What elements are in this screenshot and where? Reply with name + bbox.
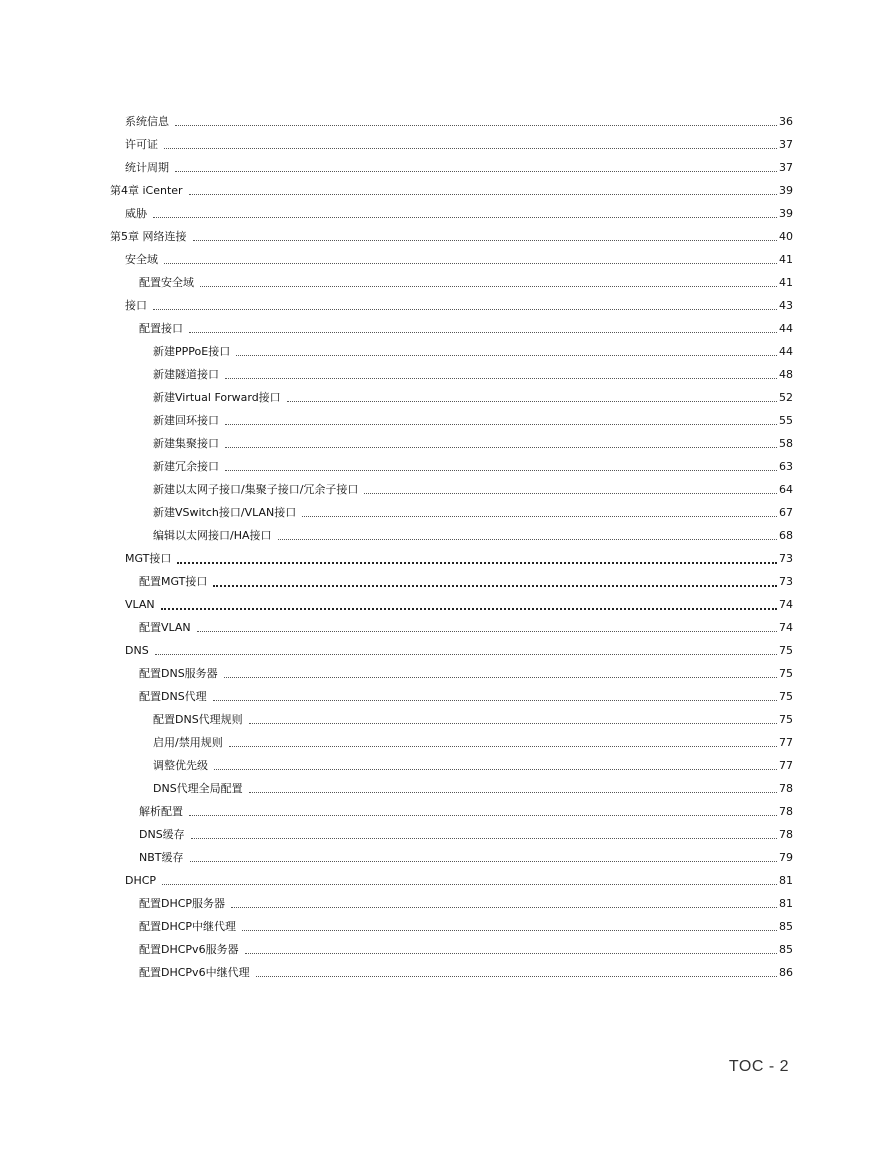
toc-entry[interactable]: [0, 363, 893, 386]
page-number-footer: TOC - 2: [728, 1058, 789, 1075]
toc-entry[interactable]: [0, 846, 893, 869]
toc-entry-title: DNS缓存: [139, 828, 185, 841]
toc-entry[interactable]: [0, 202, 893, 225]
toc-dot-leader: [287, 401, 777, 402]
toc-entry-title: NBT缓存: [139, 851, 184, 864]
toc-entry-page-number: 64: [779, 483, 793, 496]
toc-entry[interactable]: [0, 662, 893, 685]
toc-entry-page-number: 41: [779, 253, 793, 266]
toc-entry[interactable]: [0, 593, 893, 616]
toc-entry[interactable]: [0, 961, 893, 984]
toc-entry[interactable]: [0, 110, 893, 133]
toc-entry[interactable]: [0, 501, 893, 524]
toc-entry[interactable]: [0, 915, 893, 938]
toc-entry[interactable]: [0, 294, 893, 317]
toc-entry-page-number: 81: [779, 897, 793, 910]
toc-entry-title: 配置DNS服务器: [139, 667, 218, 680]
toc-dot-leader: [225, 378, 777, 379]
toc-entry[interactable]: [0, 708, 893, 731]
toc-entry[interactable]: [0, 547, 893, 570]
toc-entry[interactable]: [0, 133, 893, 156]
toc-entry[interactable]: [0, 317, 893, 340]
toc-entry[interactable]: [0, 685, 893, 708]
toc-entry-page-number: 37: [779, 161, 793, 174]
toc-dot-leader: [236, 355, 777, 356]
toc-dot-leader: [231, 907, 777, 908]
toc-dot-leader: [162, 884, 777, 885]
toc-dot-leader: [242, 930, 777, 931]
toc-entry-title: 安全域: [125, 253, 158, 266]
toc-entry-title: DNS: [125, 644, 149, 657]
toc-entry[interactable]: [0, 777, 893, 800]
toc-entry-page-number: 75: [779, 667, 793, 680]
toc-entry-page-number: 78: [779, 828, 793, 841]
toc-entry-page-number: 79: [779, 851, 793, 864]
toc-entry-title: 配置DHCP服务器: [139, 897, 226, 910]
toc-entry[interactable]: [0, 892, 893, 915]
toc-entry[interactable]: [0, 478, 893, 501]
toc-dot-leader: [249, 792, 777, 793]
toc-entry-page-number: 44: [779, 345, 793, 358]
toc-entry-page-number: 68: [779, 529, 793, 542]
toc-entry[interactable]: [0, 409, 893, 432]
toc-entry-title: 新建回环接口: [153, 414, 219, 427]
toc-dot-leader: [200, 286, 777, 287]
toc-entry-title: 配置接口: [139, 322, 183, 335]
toc-entry[interactable]: [0, 248, 893, 271]
toc-entry-title: 配置VLAN: [139, 621, 191, 634]
toc-entry[interactable]: [0, 179, 893, 202]
toc-entry-page-number: 55: [779, 414, 793, 427]
toc-entry-title: 配置DNS代理: [139, 690, 207, 703]
toc-entry[interactable]: [0, 731, 893, 754]
toc-entry[interactable]: [0, 869, 893, 892]
toc-entry[interactable]: [0, 432, 893, 455]
toc-entry-page-number: 39: [779, 207, 793, 220]
toc-entry-title: 第4章 iCenter: [110, 184, 183, 197]
toc-entry[interactable]: [0, 156, 893, 179]
toc-entry-title: 编辑以太网接口/HA接口: [153, 529, 272, 542]
toc-entry-title: 威胁: [125, 207, 147, 220]
toc-entry-page-number: 85: [779, 920, 793, 933]
toc-entry-title: 统计周期: [125, 161, 169, 174]
toc-entry-page-number: 85: [779, 943, 793, 956]
toc-entry-title: 配置DHCPv6中继代理: [139, 966, 250, 979]
toc-entry-page-number: 39: [779, 184, 793, 197]
toc-entry-title: 许可证: [125, 138, 158, 151]
toc-dot-leader: [213, 585, 777, 587]
toc-entry-title: 新建PPPoE接口: [153, 345, 231, 358]
toc-dot-leader: [155, 654, 777, 655]
toc-entry-title: 启用/禁用规则: [153, 736, 223, 749]
toc-dot-leader: [225, 424, 777, 425]
toc-entry-title: 系统信息: [125, 115, 169, 128]
toc-entry-title: 新建集聚接口: [153, 437, 219, 450]
toc-dot-leader: [249, 723, 777, 724]
toc-dot-leader: [278, 539, 777, 540]
toc-dot-leader: [225, 470, 777, 471]
toc-entry-title: 新建冗余接口: [153, 460, 219, 473]
toc-dot-leader: [153, 309, 777, 310]
toc-entry-title: 第5章 网络连接: [110, 230, 187, 243]
toc-dot-leader: [190, 861, 778, 862]
toc-dot-leader: [189, 815, 777, 816]
toc-entry-page-number: 73: [779, 552, 793, 565]
toc-entry[interactable]: [0, 340, 893, 363]
toc-dot-leader: [177, 562, 777, 564]
toc-entry-page-number: 48: [779, 368, 793, 381]
toc-entry-page-number: 37: [779, 138, 793, 151]
toc-entry-page-number: 77: [779, 759, 793, 772]
toc-entry-title: 配置DHCP中继代理: [139, 920, 237, 933]
toc-dot-leader: [193, 240, 778, 241]
toc-entry-title: 接口: [125, 299, 147, 312]
toc-entry[interactable]: [0, 524, 893, 547]
toc-dot-leader: [189, 194, 777, 195]
toc-entry-page-number: 73: [779, 575, 793, 588]
toc-dot-leader: [161, 608, 777, 610]
toc-entry-title: VLAN: [125, 598, 155, 611]
toc-dot-leader: [175, 125, 777, 126]
toc-entry-page-number: 78: [779, 805, 793, 818]
toc-entry-title: 配置安全域: [139, 276, 194, 289]
toc-entry-page-number: 75: [779, 690, 793, 703]
toc-entry-page-number: 63: [779, 460, 793, 473]
toc-entry[interactable]: [0, 823, 893, 846]
toc-entry-title: 配置DHCPv6服务器: [139, 943, 239, 956]
toc-dot-leader: [225, 447, 777, 448]
toc-dot-leader: [153, 217, 777, 218]
toc-entry-page-number: 40: [779, 230, 793, 243]
toc-entry[interactable]: [0, 455, 893, 478]
toc-dot-leader: [164, 263, 777, 264]
table-of-contents: [0, 110, 893, 984]
toc-entry-title: DNS代理全局配置: [153, 782, 243, 795]
toc-dot-leader: [214, 769, 777, 770]
toc-entry-title: 解析配置: [139, 805, 183, 818]
toc-entry-title: MGT接口: [125, 552, 172, 565]
toc-entry-page-number: 74: [779, 621, 793, 634]
toc-entry-page-number: 81: [779, 874, 793, 887]
toc-dot-leader: [245, 953, 777, 954]
toc-dot-leader: [189, 332, 777, 333]
toc-entry-page-number: 36: [779, 115, 793, 128]
toc-dot-leader: [191, 838, 777, 839]
toc-entry[interactable]: [0, 225, 893, 248]
toc-entry-page-number: 86: [779, 966, 793, 979]
toc-entry[interactable]: [0, 386, 893, 409]
toc-entry[interactable]: [0, 938, 893, 961]
toc-entry-title: 调整优先级: [153, 759, 208, 772]
toc-entry[interactable]: [0, 570, 893, 593]
toc-entry-title: DHCP: [125, 874, 157, 887]
toc-entry-page-number: 74: [779, 598, 793, 611]
toc-entry-title: 配置MGT接口: [139, 575, 208, 588]
toc-entry-page-number: 52: [779, 391, 793, 404]
toc-dot-leader: [197, 631, 777, 632]
toc-entry-page-number: 75: [779, 644, 793, 657]
toc-dot-leader: [213, 700, 777, 701]
toc-dot-leader: [175, 171, 777, 172]
toc-dot-leader: [302, 516, 777, 517]
toc-dot-leader: [229, 746, 777, 747]
toc-entry[interactable]: [0, 616, 893, 639]
toc-entry-page-number: 77: [779, 736, 793, 749]
toc-entry-title: 新建以太网子接口/集聚子接口/冗余子接口: [153, 483, 359, 496]
toc-dot-leader: [256, 976, 777, 977]
toc-entry[interactable]: [0, 754, 893, 777]
toc-dot-leader: [364, 493, 777, 494]
toc-entry[interactable]: [0, 800, 893, 823]
toc-dot-leader: [224, 677, 777, 678]
toc-entry-page-number: 41: [779, 276, 793, 289]
toc-entry-page-number: 44: [779, 322, 793, 335]
toc-entry-page-number: 78: [779, 782, 793, 795]
toc-entry-page-number: 58: [779, 437, 793, 450]
toc-dot-leader: [164, 148, 777, 149]
toc-entry-title: 新建隧道接口: [153, 368, 219, 381]
toc-entry-page-number: 67: [779, 506, 793, 519]
toc-entry-title: 新建VSwitch接口/VLAN接口: [153, 506, 297, 519]
toc-entry-page-number: 75: [779, 713, 793, 726]
toc-entry-title: 新建Virtual Forward接口: [153, 391, 281, 404]
toc-entry-title: 配置DNS代理规则: [153, 713, 243, 726]
toc-entry-page-number: 43: [779, 299, 793, 312]
toc-entry[interactable]: [0, 639, 893, 662]
toc-entry[interactable]: [0, 271, 893, 294]
